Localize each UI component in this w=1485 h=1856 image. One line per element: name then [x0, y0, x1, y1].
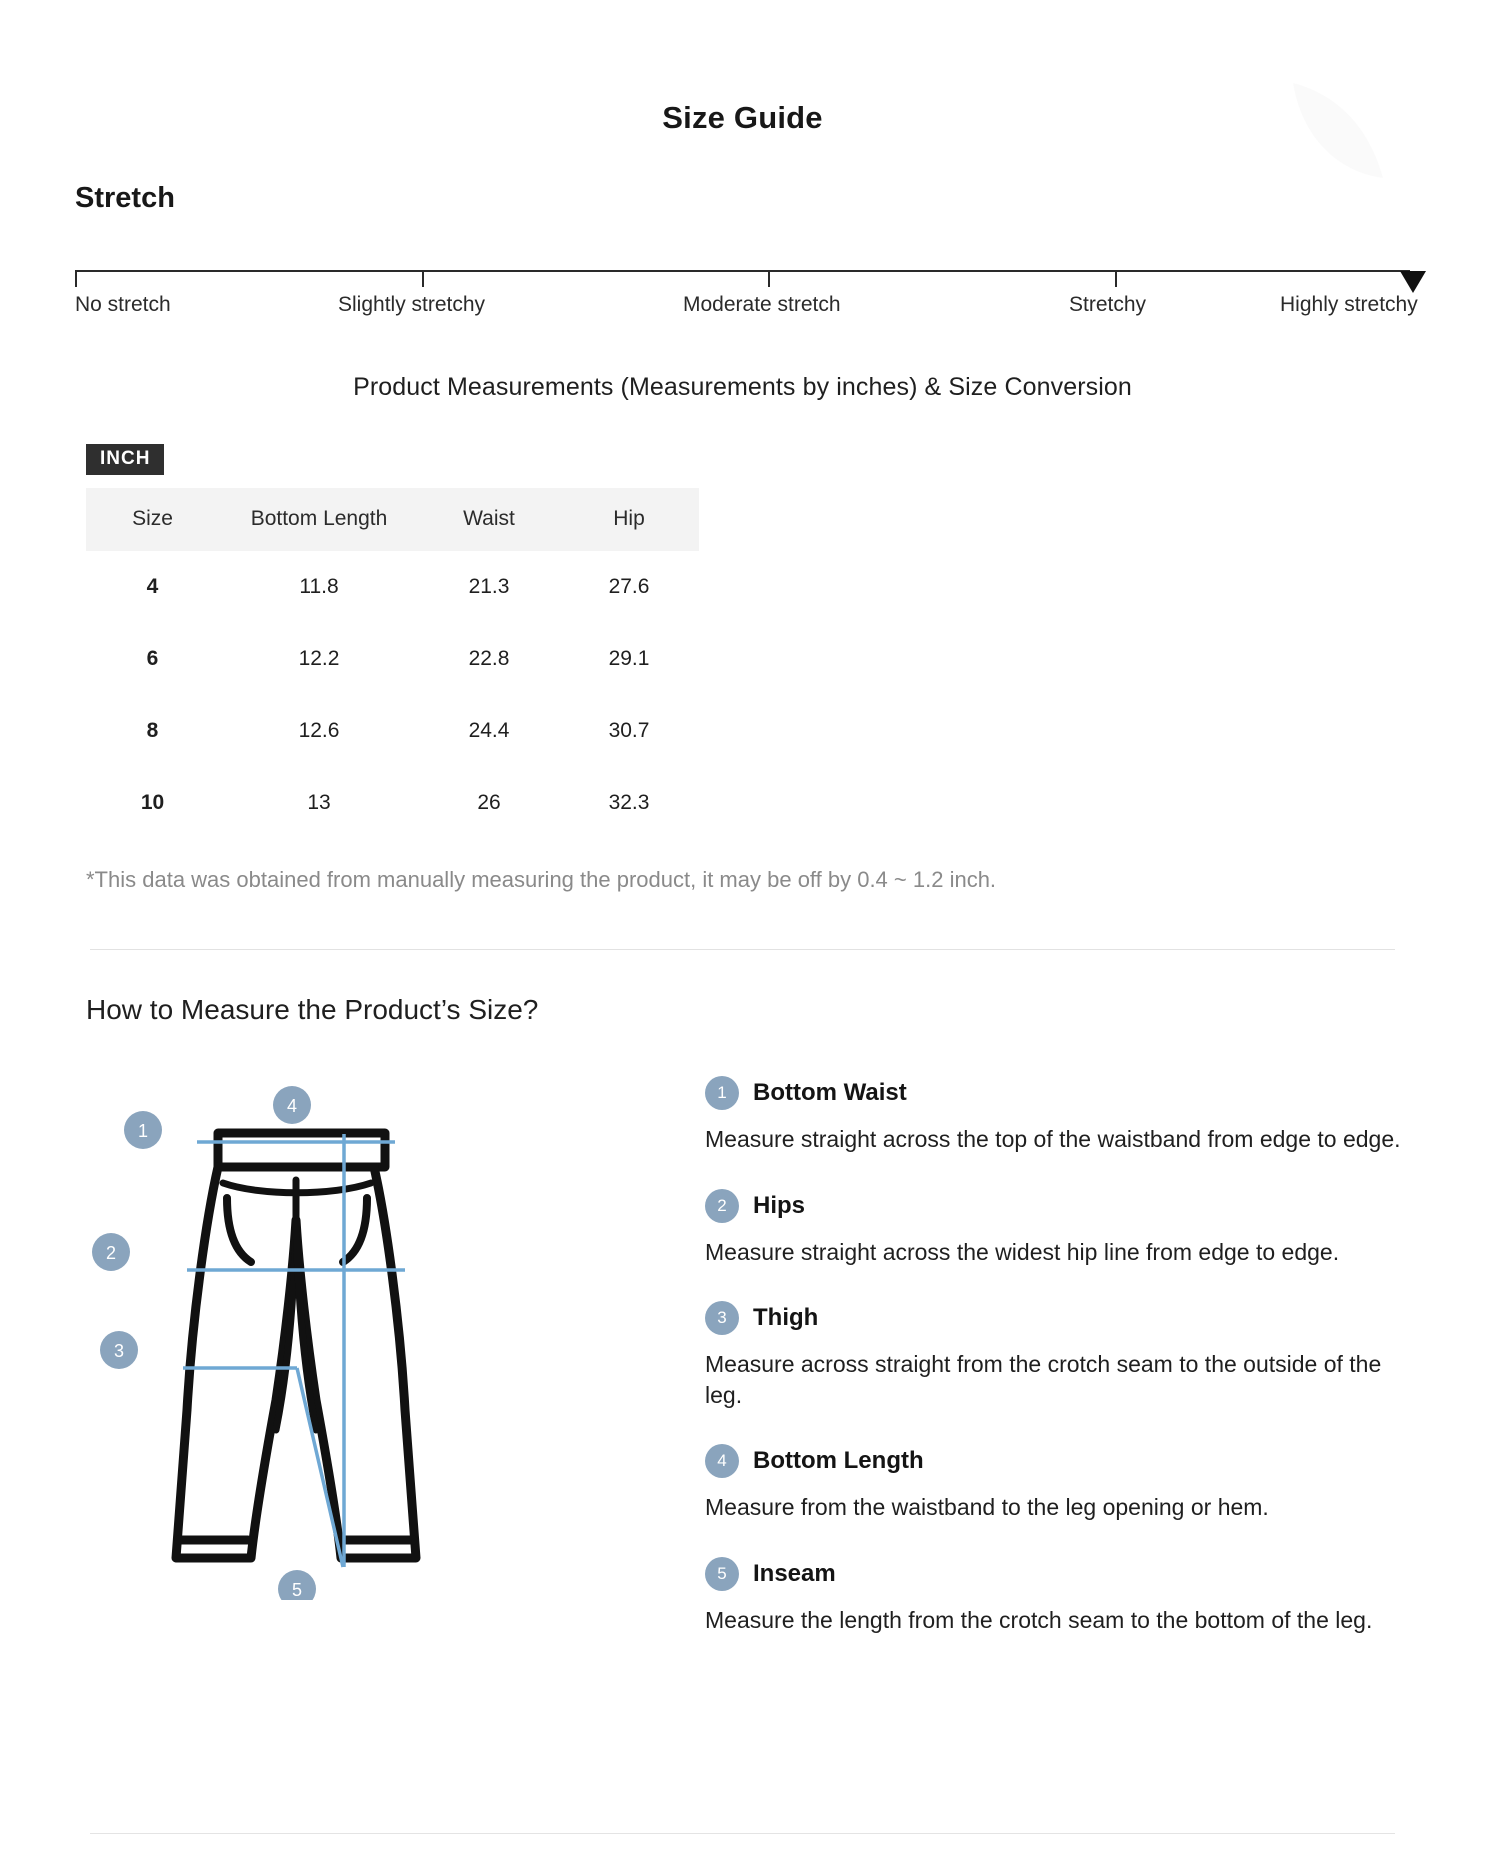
col-header-bottom-length: Bottom Length [219, 488, 419, 551]
table-row [86, 695, 699, 767]
step-badge-1: 1 [705, 1076, 739, 1110]
table-row [86, 623, 699, 695]
cell-size: 10 [140, 791, 165, 814]
svg-text:1: 1 [137, 1121, 149, 1141]
stretch-level-marker-icon [1400, 271, 1426, 293]
list-item [705, 1444, 1402, 1523]
list-item [705, 1301, 1402, 1410]
cell-waist: 22.8 [468, 647, 510, 670]
stretch-tick-3 [768, 270, 770, 287]
cell-bottom-length: 12.6 [298, 719, 340, 742]
step-title-bottom-waist: Bottom Waist [753, 1079, 907, 1106]
list-item [705, 1076, 1402, 1155]
stretch-tick-4 [1115, 270, 1117, 287]
step-desc-bottom-waist: Measure straight across the top of the waistband from edge to edge. [705, 1126, 1401, 1152]
svg-text:5: 5 [291, 1580, 303, 1600]
section-divider [90, 949, 1395, 950]
col-header-size: Size [86, 488, 219, 551]
stretch-tick-1 [75, 270, 77, 287]
step-badge-2: 2 [705, 1189, 739, 1223]
table-row [86, 767, 699, 839]
size-measurements-table [86, 488, 699, 839]
unit-badge: INCH [86, 444, 164, 475]
list-item [705, 1189, 1402, 1268]
cell-waist: 24.4 [468, 719, 510, 742]
step-desc-inseam: Measure the length from the crotch seam to the bottom of the leg. [705, 1606, 1373, 1633]
table-row [86, 551, 699, 623]
cell-hip: 30.7 [608, 719, 650, 742]
step-badge-4: 4 [705, 1444, 739, 1478]
cell-hip: 29.1 [608, 647, 650, 670]
cell-size: 4 [146, 575, 159, 598]
cell-size: 6 [146, 647, 159, 670]
footer-divider [90, 1833, 1395, 1834]
pants-diagram-icon [75, 1070, 635, 1600]
svg-text:3: 3 [113, 1341, 125, 1361]
cell-waist: 21.3 [468, 575, 510, 598]
step-title-inseam: Inseam [753, 1559, 836, 1587]
cell-hip: 27.6 [608, 575, 650, 598]
cell-waist: 26 [477, 791, 501, 814]
col-header-hip: Hip [559, 488, 699, 551]
stretch-label-slightly-stretchy: Slightly stretchy [338, 293, 486, 316]
stretch-label-no-stretch: No stretch [75, 293, 171, 316]
cell-hip: 32.3 [608, 791, 650, 814]
cell-bottom-length: 12.2 [298, 647, 340, 670]
step-title-thigh: Thigh [753, 1304, 819, 1332]
stretch-scale-line [75, 270, 1410, 272]
stretch-heading: Stretch [75, 182, 175, 214]
step-desc-thigh: Measure across straight from the crotch seam to the outside of the leg. [705, 1351, 1382, 1408]
cell-bottom-length: 13 [307, 791, 331, 814]
measurements-heading: Product Measurements (Measurements by inches) & Size Conversion [353, 373, 1132, 401]
stretch-label-moderate-stretch: Moderate stretch [683, 293, 841, 316]
step-desc-hips: Measure straight across the widest hip line from edge to edge. [705, 1238, 1340, 1265]
diagram-callout-4 [273, 1086, 311, 1124]
step-title-hips: Hips [753, 1191, 806, 1219]
diagram-callout-5 [278, 1570, 316, 1600]
diagram-callout-3 [100, 1331, 138, 1369]
diagram-callout-1 [124, 1111, 162, 1149]
page-title: Size Guide [662, 100, 823, 135]
pants-diagram-container [75, 1060, 705, 1669]
how-to-measure-heading: How to Measure the Product’s Size? [86, 994, 539, 1025]
step-desc-bottom-length: Measure from the waistband to the leg opening or hem. [705, 1494, 1269, 1521]
diagram-callout-2 [92, 1233, 130, 1271]
stretch-tick-2 [422, 270, 424, 287]
cell-size: 8 [146, 719, 159, 742]
stretch-label-highly-stretchy: Highly stretchy [1280, 293, 1418, 316]
step-badge-5: 5 [705, 1557, 739, 1591]
measurement-instructions-list [705, 1060, 1410, 1669]
list-item [705, 1557, 1402, 1636]
svg-text:2: 2 [105, 1243, 117, 1263]
step-title-bottom-length: Bottom Length [753, 1447, 924, 1475]
measurement-footnote: *This data was obtained from manually measuring the product, it may be off by 0.4 ~ 1.2 inch. [86, 867, 997, 892]
cell-bottom-length: 11.8 [299, 575, 339, 598]
stretch-scale[interactable] [75, 249, 1410, 279]
col-header-waist: Waist [419, 488, 559, 551]
stretch-level-labels [75, 293, 1418, 327]
table-header-row [86, 488, 699, 551]
stretch-label-stretchy: Stretchy [1069, 293, 1147, 316]
step-badge-3: 3 [705, 1301, 739, 1335]
svg-text:4: 4 [286, 1096, 298, 1116]
